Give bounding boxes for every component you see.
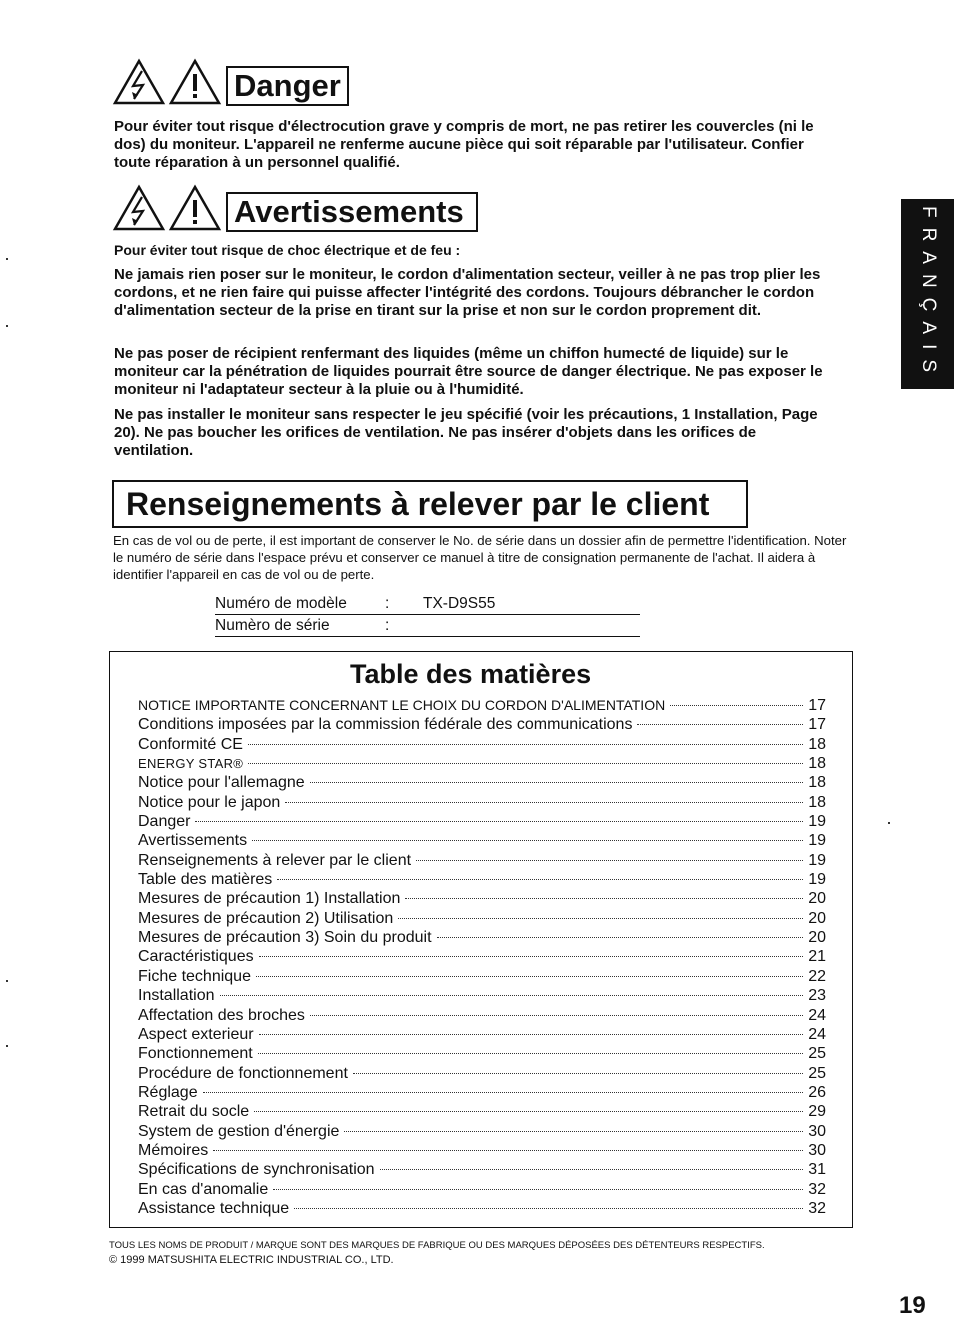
toc-leader-dots (258, 1053, 803, 1054)
toc-item-page: 17 (808, 716, 826, 734)
copyright-notice: © 1999 MATSUSHITA ELECTRIC INDUSTRIAL CO., LTD. (109, 1254, 394, 1266)
toc-item (138, 1044, 826, 1063)
toc-item-title: Table des matières (138, 871, 273, 889)
toc-item (138, 851, 826, 870)
toc-item-page: 18 (808, 735, 826, 753)
margin-mark (6, 258, 8, 260)
toc-item-title: Conformité CE (138, 735, 243, 753)
serial-number-row (215, 616, 640, 637)
trademark-notice: TOUS LES NOMS DE PRODUIT / MARQUE SONT DES MARQUES DE FABRIQUE OU DES MARQUES DÉPOSÉES DES DÉTENTEURS RESPECTIFS. (109, 1240, 765, 1251)
toc-item (138, 831, 826, 850)
toc-leader-dots (259, 956, 804, 957)
toc-leader-dots (310, 1015, 803, 1016)
toc-item-page: 18 (808, 774, 826, 792)
toc-leader-dots (252, 840, 803, 841)
toc-leader-dots (398, 918, 803, 919)
toc-leader-dots (670, 705, 803, 706)
toc-item-title: Danger (138, 813, 191, 831)
toc-item-page: 19 (808, 851, 826, 869)
margin-mark (6, 980, 8, 982)
toc-item (138, 1006, 826, 1025)
toc-item-page: 30 (808, 1141, 826, 1159)
toc-item-title: Notice pour le japon (138, 793, 281, 811)
customer-info-text: En cas de vol ou de perte, il est important de conserver le No. de série dans un dossier afin de permettre l'identification. Noter le numéro de série dans l'espace prévu et conserver ce manuel à titre de consignation permanente de l'achat. Il aidera à identifier l'appareil en cas de vol ou de perte. (113, 533, 847, 582)
language-tab-label: FRANÇAIS (917, 205, 939, 383)
toc-item-page: 26 (808, 1083, 826, 1101)
margin-mark (6, 325, 8, 327)
toc-leader-dots (637, 724, 803, 725)
toc-list (138, 696, 826, 1218)
toc-item (138, 1199, 826, 1218)
toc-item-title: En cas d'anomalie (138, 1180, 269, 1198)
toc-item (138, 967, 826, 986)
toc-leader-dots (285, 802, 803, 803)
toc-leader-dots (353, 1073, 803, 1074)
toc-item-title: Mesures de précaution 1) Installation (138, 890, 401, 908)
toc-item (138, 909, 826, 928)
toc-item-page: 18 (808, 793, 826, 811)
toc-item-page: 20 (808, 890, 826, 908)
toc-item (138, 1160, 826, 1179)
toc-item-page: 23 (808, 987, 826, 1005)
toc-item-title: Avertissements (138, 832, 248, 850)
toc-item (138, 812, 826, 831)
toc-item (138, 735, 826, 754)
toc-leader-dots (195, 821, 803, 822)
toc-leader-dots (310, 782, 804, 783)
toc-leader-dots (380, 1169, 804, 1170)
toc-leader-dots (273, 1189, 803, 1190)
toc-leader-dots (256, 976, 803, 977)
model-number-separator: : (385, 595, 390, 612)
toc-item (138, 1083, 826, 1102)
toc-item-page: 18 (808, 755, 826, 773)
caution-triangle-icon (168, 58, 222, 106)
toc-leader-dots (254, 1111, 803, 1112)
avertissements-header (112, 184, 478, 232)
toc-item-title: Renseignements à relever par le client (138, 851, 412, 869)
margin-mark (888, 822, 890, 824)
toc-item-page: 24 (808, 1006, 826, 1024)
toc-item-title: Réglage (138, 1083, 198, 1101)
toc-item (138, 715, 826, 734)
avertissements-title: Avertissements (226, 192, 478, 232)
toc-item-title: System de gestion d'énergie (138, 1122, 340, 1140)
toc-item-title: Fiche technique (138, 967, 251, 985)
toc-item-title: NOTICE IMPORTANTE CONCERNANT LE CHOIX DU CORDON D'ALIMENTATION (138, 697, 666, 713)
toc-item-page: 19 (808, 813, 826, 831)
toc-item-title: Spécifications de synchronisation (138, 1161, 375, 1179)
avertissements-para-1: Ne jamais rien poser sur le moniteur, le cordon d'alimentation secteur, veiller à ne pas trop plier les cordons, et ne rien faire qui puisse affecter l'intégrité des cordons. Toujours débrancher le cordon d'alimentation secteur de la prise en tirant sur la prise et non sur le cordon proprement dit. (114, 266, 821, 319)
toc-item-page: 30 (808, 1122, 826, 1140)
toc-item (138, 1180, 826, 1199)
electric-shock-warning-icon (112, 184, 166, 232)
model-number-row (215, 594, 640, 615)
toc-leader-dots (437, 937, 804, 938)
toc-leader-dots (248, 744, 803, 745)
customer-info-title: Renseignements à relever par le client (112, 480, 748, 528)
toc-item-page: 20 (808, 929, 826, 947)
danger-header (112, 58, 349, 106)
caution-triangle-icon (168, 184, 222, 232)
toc-item (138, 947, 826, 966)
toc-item-title: Procédure de fonctionnement (138, 1064, 348, 1082)
toc-item-page: 19 (808, 871, 826, 889)
toc-item (138, 696, 826, 715)
toc-leader-dots (405, 898, 803, 899)
toc-item-title: Conditions imposées par la commission fédérale des communications (138, 716, 633, 734)
toc-leader-dots (213, 1150, 803, 1151)
toc-item-title: Caractéristiques (138, 948, 254, 966)
toc-item-page: 29 (808, 1103, 826, 1121)
toc-item-page: 24 (808, 1025, 826, 1043)
model-number-label: Numéro de modèle (215, 595, 347, 612)
danger-title: Danger (226, 66, 349, 106)
toc-item (138, 793, 826, 812)
toc-item-title: Fonctionnement (138, 1045, 253, 1063)
avertissements-intro: Pour éviter tout risque de choc électrique et de feu : (114, 242, 461, 258)
toc-item-title: Affectation des broches (138, 1006, 305, 1024)
page-number: 19 (899, 1292, 926, 1319)
toc-leader-dots (277, 879, 803, 880)
toc-leader-dots (203, 1092, 804, 1093)
toc-leader-dots (416, 860, 803, 861)
toc-leader-dots (259, 1034, 804, 1035)
toc-item-title: Mesures de précaution 2) Utilisation (138, 909, 394, 927)
toc-item (138, 1025, 826, 1044)
toc-item (138, 1102, 826, 1121)
model-number-value: TX-D9S55 (423, 595, 496, 612)
toc-item-page: 25 (808, 1045, 826, 1063)
toc-item-title: Notice pour l'allemagne (138, 774, 305, 792)
toc-item (138, 928, 826, 947)
toc-leader-dots (294, 1208, 803, 1209)
danger-text: Pour éviter tout risque d'électrocution grave y compris de mort, ne pas retirer les couvercles (ni le dos) du moniteur. L'appareil ne renferme aucune pièce qui soit réparable par l'utilisateur. Confier toute réparation à un personnel qualifié. (114, 118, 814, 171)
toc-item (138, 986, 826, 1005)
toc-item (138, 870, 826, 889)
toc-title: Table des matières (350, 659, 592, 689)
toc-item-title: Mesures de précaution 3) Soin du produit (138, 929, 432, 947)
toc-item (138, 1122, 826, 1141)
toc-item-page: 17 (808, 697, 826, 714)
toc-item (138, 773, 826, 792)
toc-leader-dots (248, 763, 803, 764)
toc-leader-dots (220, 995, 804, 996)
toc-item-page: 31 (808, 1161, 826, 1179)
toc-item-page: 22 (808, 967, 826, 985)
serial-number-label: Numèro de série (215, 617, 330, 634)
toc-item (138, 754, 826, 773)
toc-item-title: Mémoires (138, 1141, 209, 1159)
toc-item (138, 1064, 826, 1083)
toc-item-page: 32 (808, 1199, 826, 1217)
serial-number-separator: : (385, 617, 390, 634)
avertissements-para-3: Ne pas installer le moniteur sans respecter le jeu spécifié (voir les précautions, 1 Installation, Page 20). Ne pas boucher les orifices de ventilation. Ne pas insérer d'objets dans les orifices de ventilation. (114, 406, 818, 459)
toc-item-page: 21 (808, 948, 826, 966)
electric-shock-warning-icon (112, 58, 166, 106)
margin-mark (6, 1045, 8, 1047)
toc-item-title: Assistance technique (138, 1199, 290, 1217)
toc-item-title: Installation (138, 987, 215, 1005)
avertissements-para-2: Ne pas poser de récipient renfermant des liquides (même un chiffon humecté de liquide) sur le moniteur car la pénétration de liquides pourrait être source de danger électrique. Ne pas exposer le moniteur ni l'adaptateur secteur à la pluie ou à l'humidité. (114, 345, 823, 398)
language-tab (901, 199, 954, 389)
toc-item (138, 889, 826, 908)
toc-item-title: Retrait du socle (138, 1103, 250, 1121)
toc-item (138, 1141, 826, 1160)
toc-item-page: 32 (808, 1180, 826, 1198)
toc-item-title: ENERGY STAR® (138, 756, 244, 772)
toc-item-page: 20 (808, 909, 826, 927)
toc-item-page: 19 (808, 832, 826, 850)
toc-leader-dots (344, 1131, 803, 1132)
toc-item-title: Aspect exterieur (138, 1025, 254, 1043)
toc-item-page: 25 (808, 1064, 826, 1082)
table-of-contents (109, 651, 853, 1228)
